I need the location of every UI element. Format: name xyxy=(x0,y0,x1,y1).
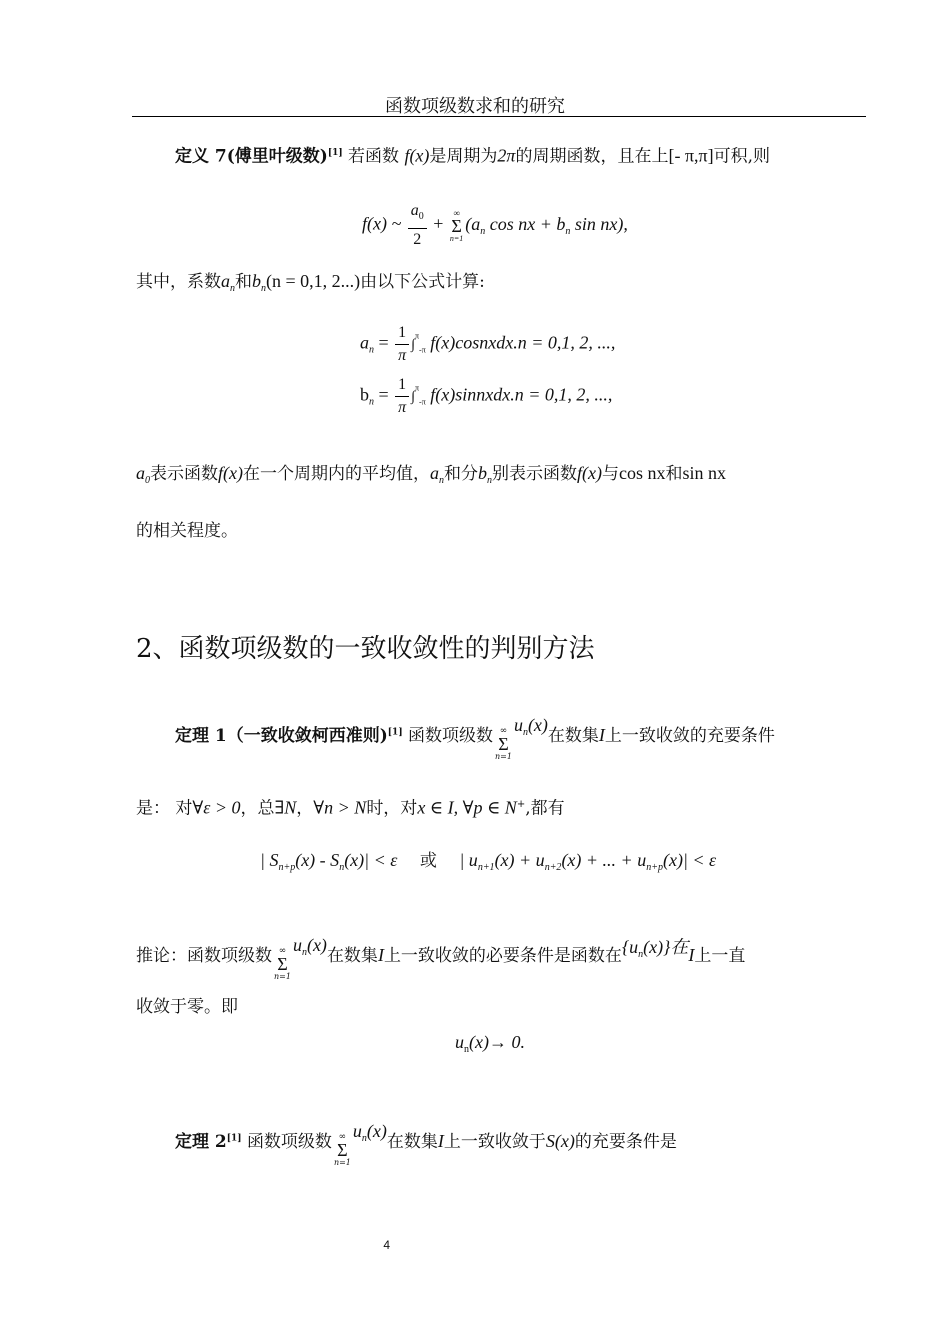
page-number: 4 xyxy=(383,1238,390,1252)
eq1-plus: + xyxy=(433,213,444,234)
corollary-summation: ∞ Σ n=1 xyxy=(274,946,291,981)
theorem-1-ref: [1] xyxy=(387,727,403,738)
theorem-1-label: 定理 1（一致收敛柯西准则) xyxy=(175,726,388,746)
cauchy-criterion-formula: | $S_{n+p}(x) - S_n(x)| < \varepsilon$ 或 | $u_{n+1}(x) + u_{n+2}(x)$ + ... + $u_{n+p}(x)| < \varepsilon$ xyxy=(260,850,717,873)
def7-two-pi: 2π xyxy=(497,145,516,166)
meaning-line-2: 的相关程度。 xyxy=(136,521,238,541)
running-header: 函数项级数求和的研究 xyxy=(385,96,565,117)
def7-text-1: 若函数 xyxy=(348,146,400,167)
thm1-summation: ∞ Σ n=1 xyxy=(494,726,512,761)
coef-bn: $b_n(n = 0,1$, 2...) xyxy=(252,271,361,294)
eq1-lhs: f(x) ~ xyxy=(362,213,402,234)
def7-text-3: 的周期函数，且在上 xyxy=(515,146,669,167)
theorem-1-line-1: 定理 1（一致收敛柯西准则)[1] 函数项级数 ∞ Σ n=1 $u_n(x)$在数集I上一致收敛的充要条件 xyxy=(175,715,775,761)
an-fraction: $\frac{1}{\pi}$ xyxy=(395,322,409,367)
an-integral-sign: ∫ xyxy=(411,337,415,353)
thm2-summation: ∞ Σ n=1 xyxy=(333,1132,351,1167)
corollary-line-1: 推论：函数项级数 ∞ Σ n=1 $u_n(x)$在数集I上一致收敛的必要条件是函数在$\{u_n(x)\}$在I上一直 xyxy=(136,935,746,981)
theorem-2-label: 定理 2 xyxy=(175,1132,227,1152)
corollary-line-2: 收敛于零。即 xyxy=(136,997,238,1017)
eq1-a0-fraction xyxy=(408,200,427,251)
header-rule xyxy=(132,116,866,117)
definition-7-ref: [1] xyxy=(327,148,343,158)
coef-text-1: 其中，系数 xyxy=(136,272,221,292)
def7-fx: f(x) xyxy=(404,145,430,166)
theorem-2-line: 定理 2[1] 函数项级数 ∞ Σ n=1 $u_n(x)$在数集I上一致收敛于S(x)的充要条件是 xyxy=(175,1121,677,1167)
def7-text-4: 可积,则 xyxy=(713,146,771,167)
coefficient-line xyxy=(136,268,485,302)
coef-an: $a_n$ xyxy=(221,271,235,294)
eq1-summation: ∞ Σ n=1 xyxy=(449,207,464,243)
theorem-2-ref: [1] xyxy=(226,1133,242,1144)
bn-fraction: $\frac{1}{\pi}$ xyxy=(395,374,409,419)
theorem-1-line-2: 是： 对∀ε > 0，总∃N，∀n > N时，对x ∈ I, ∀p ∈ N+,都有 xyxy=(136,797,565,819)
def7-text-2: 是周期为 xyxy=(429,146,498,167)
def7-interval: [- π,π] xyxy=(668,145,714,166)
eq1-body: ($a_n$ cos nx + $b_n$ sin nx), xyxy=(465,213,628,237)
an-formula: $a_n$ = $\frac{1}{\pi}$ ∫$^\pi_{-\pi}$ f(x)cosnxdx.n = 0,1, 2, ..., xyxy=(360,322,615,367)
fourier-series-equation xyxy=(362,200,628,251)
coef-text-2: 和 xyxy=(235,272,252,292)
uniform-limit-formula: $u_n(x)\to 0$. xyxy=(455,1032,525,1055)
section-2-heading: 2、函数项级数的一致收敛性的判别方法 xyxy=(136,634,595,664)
definition-7-label: 定义 7(傅里叶级数) xyxy=(175,146,328,167)
coef-text-3: 由以下公式计算: xyxy=(360,272,485,292)
definition-7-line xyxy=(175,140,770,170)
eq1-a0-den: 2 xyxy=(413,231,422,248)
eq1-a0-num: $a_0$ xyxy=(408,200,427,229)
meaning-line-1: $a_0$表示函数f(x)在一个周期内的平均值，$a_n$和分$b_n$别表示函数f(x)与cos nx和sin nx xyxy=(136,463,726,486)
bn-integral-sign: ∫ xyxy=(411,389,415,405)
or-word: 或 xyxy=(419,851,437,871)
bn-formula: $b_n$ = $\frac{1}{\pi}$ ∫$^\pi_{-\pi}$ f(x)sinnxdx.n = 0,1, 2, ..., xyxy=(360,374,612,419)
